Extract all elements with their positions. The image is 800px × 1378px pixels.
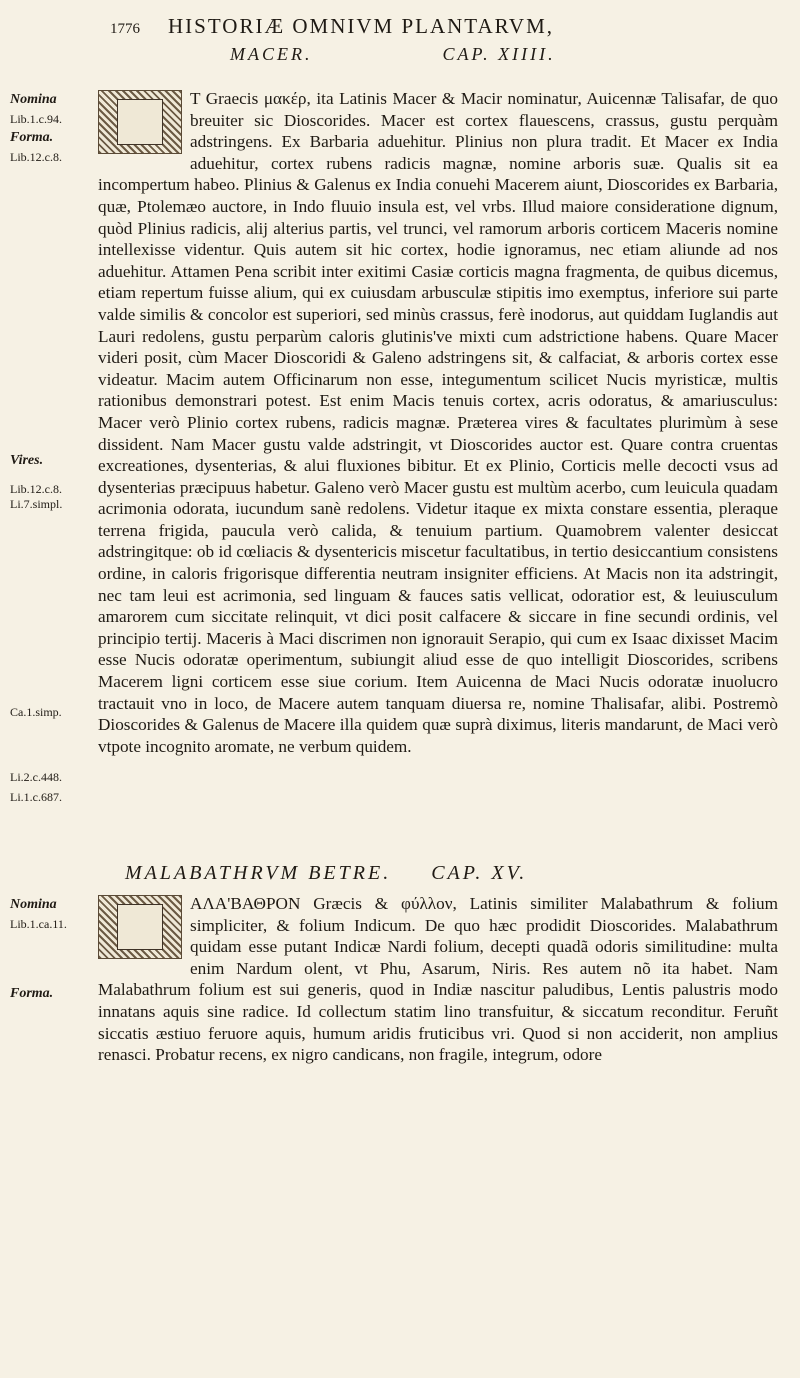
running-head — [110, 14, 670, 39]
margin-nomina: Nomina — [10, 92, 57, 107]
chapter-title: MALABATHRVM BETRE. — [125, 862, 392, 884]
paragraph: T Graecis μακέρ, ita Latinis Macer & Macir nominatur, Auicennæ Talisafar, de quo breuiter sic Dioscorides. Macer est cortex flauescens, crassus, gustu perquàm adstringens. Ex Barbaria aduehitur. Plinius non plura tradit. Et Macer ex India aduehitur, cortex rubens radicis magnæ, nomine arboris suæ. Qualis sit ea incompertum habeo. Plinius & Galenus ex India conuehi Macerem aiunt, Dioscorides ex Barbaria, quæ, Ptolemæo auctore, in Indo fluuio insula est, vel vrbs. Illud maiore consideratione dignum, quòd Plinius radicis, alij alterius partis, vel trunci, vel ramorum arboris corticem Maceris nomine intellexisse videntur. Quis autem sit hic cortex, hodie ignoramus, nec etiam aliunde ad nos aduehitur. Attamen Pena scribit inter exitimi Casiæ corticis magna fragmenta, de quibus dicemus, etiam repertum fuisse alium, qui ex cuiusdam arbusculæ stipitis imo exemptus, inferiore sui parte valde similis & concolor est superiori, sed minùs crassus, ferè inodorus, aut quiddam Iuglandis aut Lauri redolens, gustu perparùm caloris glutinis've mixti cum adstrictione habens. Quare Macer videri posit, cùm Macer Dioscoridi & Galeno adstringens sit, & calfaciat, & arboris cortex esse videatur. Macim autem Officinarum non esse, integumentum scilicet Nucis myristicæ, multis rationibus demonstrari potest. Est enim Macis tenuis cortex, acris odoratus, & amariusculus: Macer verò Plinio cortex rubens, radicis magnæ. Præterea vires & facultates plurimùm à sese dissident. Nam Macer gustu valde adstringit, vt Dioscorides auctor est. Quare contra cruentas excreationes, dysenterias, & alui fluxiones bibitur. Et ex Plinio, Corticis melle decocti vsus ad dysenterias præcipuus habetur. Galeno verò Macer gustu est multùm acerbo, cum leuicula quadam acrimonia odorata, iucundum sanè redolens. Videtur itaque ex mixta constare essentia, pleraque terrena frigida, paucula verò calida, & tenuium partium. Quamobrem valenter desiccat adstringitque: ob id cœliacis & dysentericis miscetur facultatibus, in tertio desiccantium consistens ordine, in caloris frigorisque differentia neutram insigniter efficiens. At Macis non ita adstringit, nec tam leui est acrimonia, sed linguam & fauces satis vellicat, odoratior est, & leuiusculum amarorem cum siccitate relinquit, vt dici posit calfacere & siccare in fine secundi ordinis, vel principio tertij. Maceris à Maci discrimen non ignorauit Serapio, qui cum ex Isaac dixisset Macim esse Nucis odoratæ operimentum, subiungit aliud esse de quo intelligit Dioscorides, scribens Macerem ligni corticem esse siue corium. Item Auicenna de Maci Nucis odoratæ inuolucro tractauit vno in loco, de Macere autem tanquam diuersa re, nomine Thalisafar, alibi. Postremò Dioscorides & Galenus de Macere illa quidem quæ suprà diximus, literis mandarunt, de Maci verò vtpote incognito aromate, ne verbum quidem. — [98, 89, 778, 756]
section-malabathrum-text — [98, 893, 778, 1066]
chapter-heading-malabathrum — [125, 862, 745, 885]
margin-reference: Lib.12.c.8. Li.7.simpl. — [10, 482, 63, 511]
decorated-initial — [98, 90, 182, 154]
margin-reference: Li.2.c.448. — [10, 770, 62, 784]
margin-reference: Li.1.c.687. — [10, 790, 62, 804]
margin-forma: Forma. — [10, 986, 54, 1001]
margin-nomina: Nomina — [10, 897, 57, 912]
margin-reference: Lib.12.c.8. — [10, 150, 62, 164]
margin-reference: Lib.1.c.94. — [10, 112, 62, 126]
paragraph: ΑΛΑ'ΒΑΘΡΟΝ Græcis & φύλλον, Latinis similiter Malabathrum & folium simpliciter, & folium Indicum. De quo hæc prodidit Dioscorides. Malabathrum quidam esse putant Indicæ Nardi folium, decepti quadã odoris similitudine: multa enim Nardum olent, vt Phu, Asarum, Niris. Res autem nõ ita habet. Nam Malabathrum folium est sui generis, quod in Indiæ nascitur paludibus, Lentis palustris modo innatans aquis sine radice. Id collectum statim lino transfuitur, & siccatum reconditur. Feruñt siccatis æstiuo feruore aquis, humum aridis fruticibus vri. Quod si non acciderit, non amplius renasci. Probatur recens, ex nigro candicans, non fragile, integrum, odore — [98, 894, 778, 1065]
margin-reference: Ca.1.simp. — [10, 705, 62, 719]
margin-reference: Lib.1.ca.11. — [10, 917, 67, 931]
chapter-number: CAP. XV. — [431, 862, 528, 884]
initial-letter-ornament — [117, 99, 163, 145]
decorated-initial — [98, 895, 182, 959]
initial-letter-ornament — [117, 904, 163, 950]
chapter-title: MACER. — [230, 44, 313, 64]
chapter-heading-macer — [230, 44, 630, 65]
running-title: HISTORIÆ OMNIVM PLANTARVM, — [168, 14, 555, 38]
margin-forma: Forma. — [10, 130, 54, 145]
chapter-number: CAP. XIIII. — [442, 44, 556, 64]
margin-vires: Vires. — [10, 453, 44, 468]
page-number: 1776 — [110, 21, 140, 37]
section-macer-text — [98, 88, 778, 757]
